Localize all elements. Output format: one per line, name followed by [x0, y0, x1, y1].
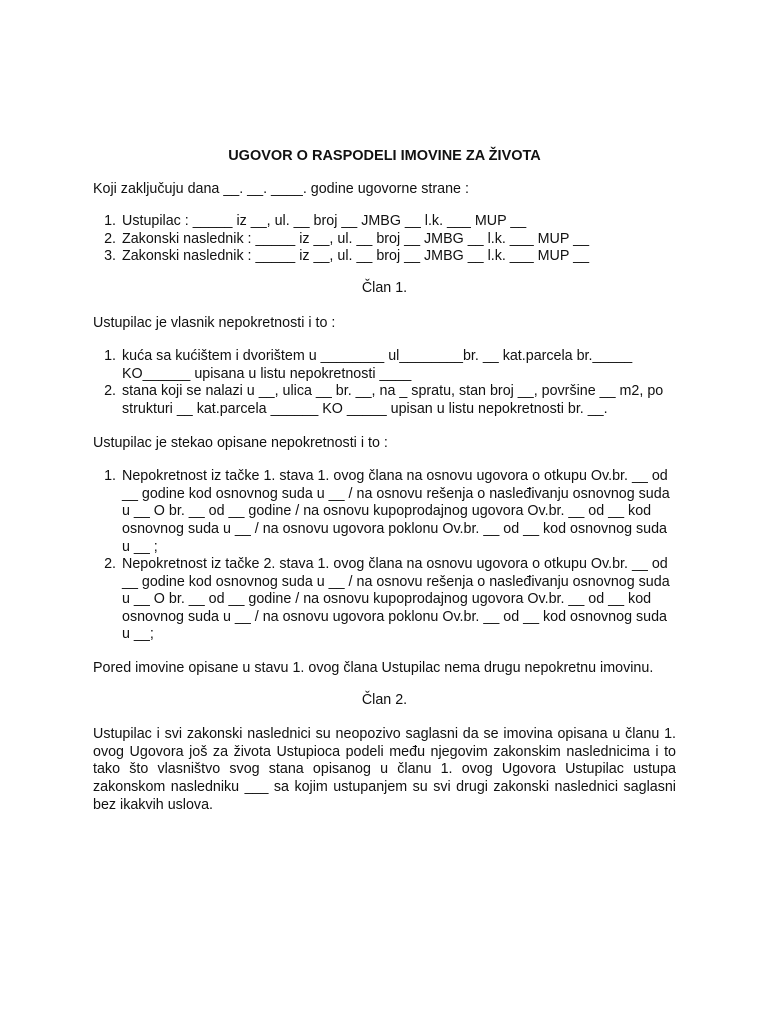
article-2-heading: Član 2.: [361, 691, 408, 708]
article-1-heading: Član 1.: [361, 279, 408, 296]
acquisitions-list: [93, 468, 676, 644]
acquisition-item: 2. Nepokretnost iz tačke 2. stava 1. ovog člana na osnovu ugovora o otkupu Ov.br. __ od __ godine kod osnovnog suda u __ / na osnovu rešenja o nasleđivanju osnovnog suda u __ O br. __ od __ godine / na osnovu kupoprodajnog ugovora Ov.br. __ od __ kod osnovnog suda u __ / na osnovu ugovora poklonu Ov.br. __ od __ kod osnovnog suda u __;: [120, 556, 676, 644]
property-item: 2. stana koji se nalazi u __, ulica __ br. __, na _ spratu, stan broj __, površine __ m2, po strukturi __ kat.parcela ______ KO _____ upisan u listu nepokretnosti br. __.: [120, 383, 676, 418]
party-item: 1. Ustupilac : _____ iz __, ul. __ broj __ JMBG __ l.k. ___ MUP __: [120, 213, 676, 231]
ownership-lead: Ustupilac je vlasnik nepokretnosti i to :: [93, 314, 336, 331]
acquisition-item: 1. Nepokretnost iz tačke 1. stava 1. ovog člana na osnovu ugovora o otkupu Ov.br. __ od __ godine kod osnovnog suda u __ / na osnovu rešenja o nasleđivanju osnovnog suda u __ O br. __ od __ godine / na osnovu kupoprodajnog ugovora Ov.br. __ od __ kod osnovnog suda u __ / na osnovu ugovora poklonu Ov.br. __ od __ kod osnovnog suda u __ ;: [120, 468, 676, 556]
intro-line: Koji zaključuju dana __. __. ____. godine ugovorne strane :: [93, 180, 469, 197]
property-item: 1. kuća sa kućištem i dvorištem u ________ ul________br. __ kat.parcela br._____ KO______ upisana u listu nepokretnosti ____: [120, 348, 676, 383]
properties-list: [93, 348, 676, 418]
party-item: 2. Zakonski naslednik : _____ iz __, ul. __ broj __ JMBG __ l.k. ___ MUP __: [120, 231, 676, 249]
article-1-closing: Pored imovine opisane u stavu 1. ovog člana Ustupilac nema drugu nepokretnu imovinu.: [93, 660, 654, 677]
acquisition-lead: Ustupilac je stekao opisane nepokretnosti i to :: [93, 434, 388, 451]
party-item: 3. Zakonski naslednik : _____ iz __, ul. __ broj __ JMBG __ l.k. ___ MUP __: [120, 248, 676, 266]
article-2-text: Ustupilac i svi zakonski naslednici su neopozivo saglasni da se imovina opisana u članu 1. ovog Ugovora još za života Ustupioca podeli među njegovim zakonskim naslednicima i to tako što vlasništvo svog stana opisanog u članu 1. ovog Ugovora Ustupilac ustupa zakonskom nasledniku ___ sa kojim ustupanjem su svi drugi zakonski naslednici saglasni bez ikakvih uslova.: [93, 726, 676, 813]
parties-list: [93, 213, 676, 266]
document-title: UGOVOR O RASPODELI IMOVINE ZA ŽIVOTA: [228, 148, 541, 164]
document-body: [93, 148, 676, 814]
